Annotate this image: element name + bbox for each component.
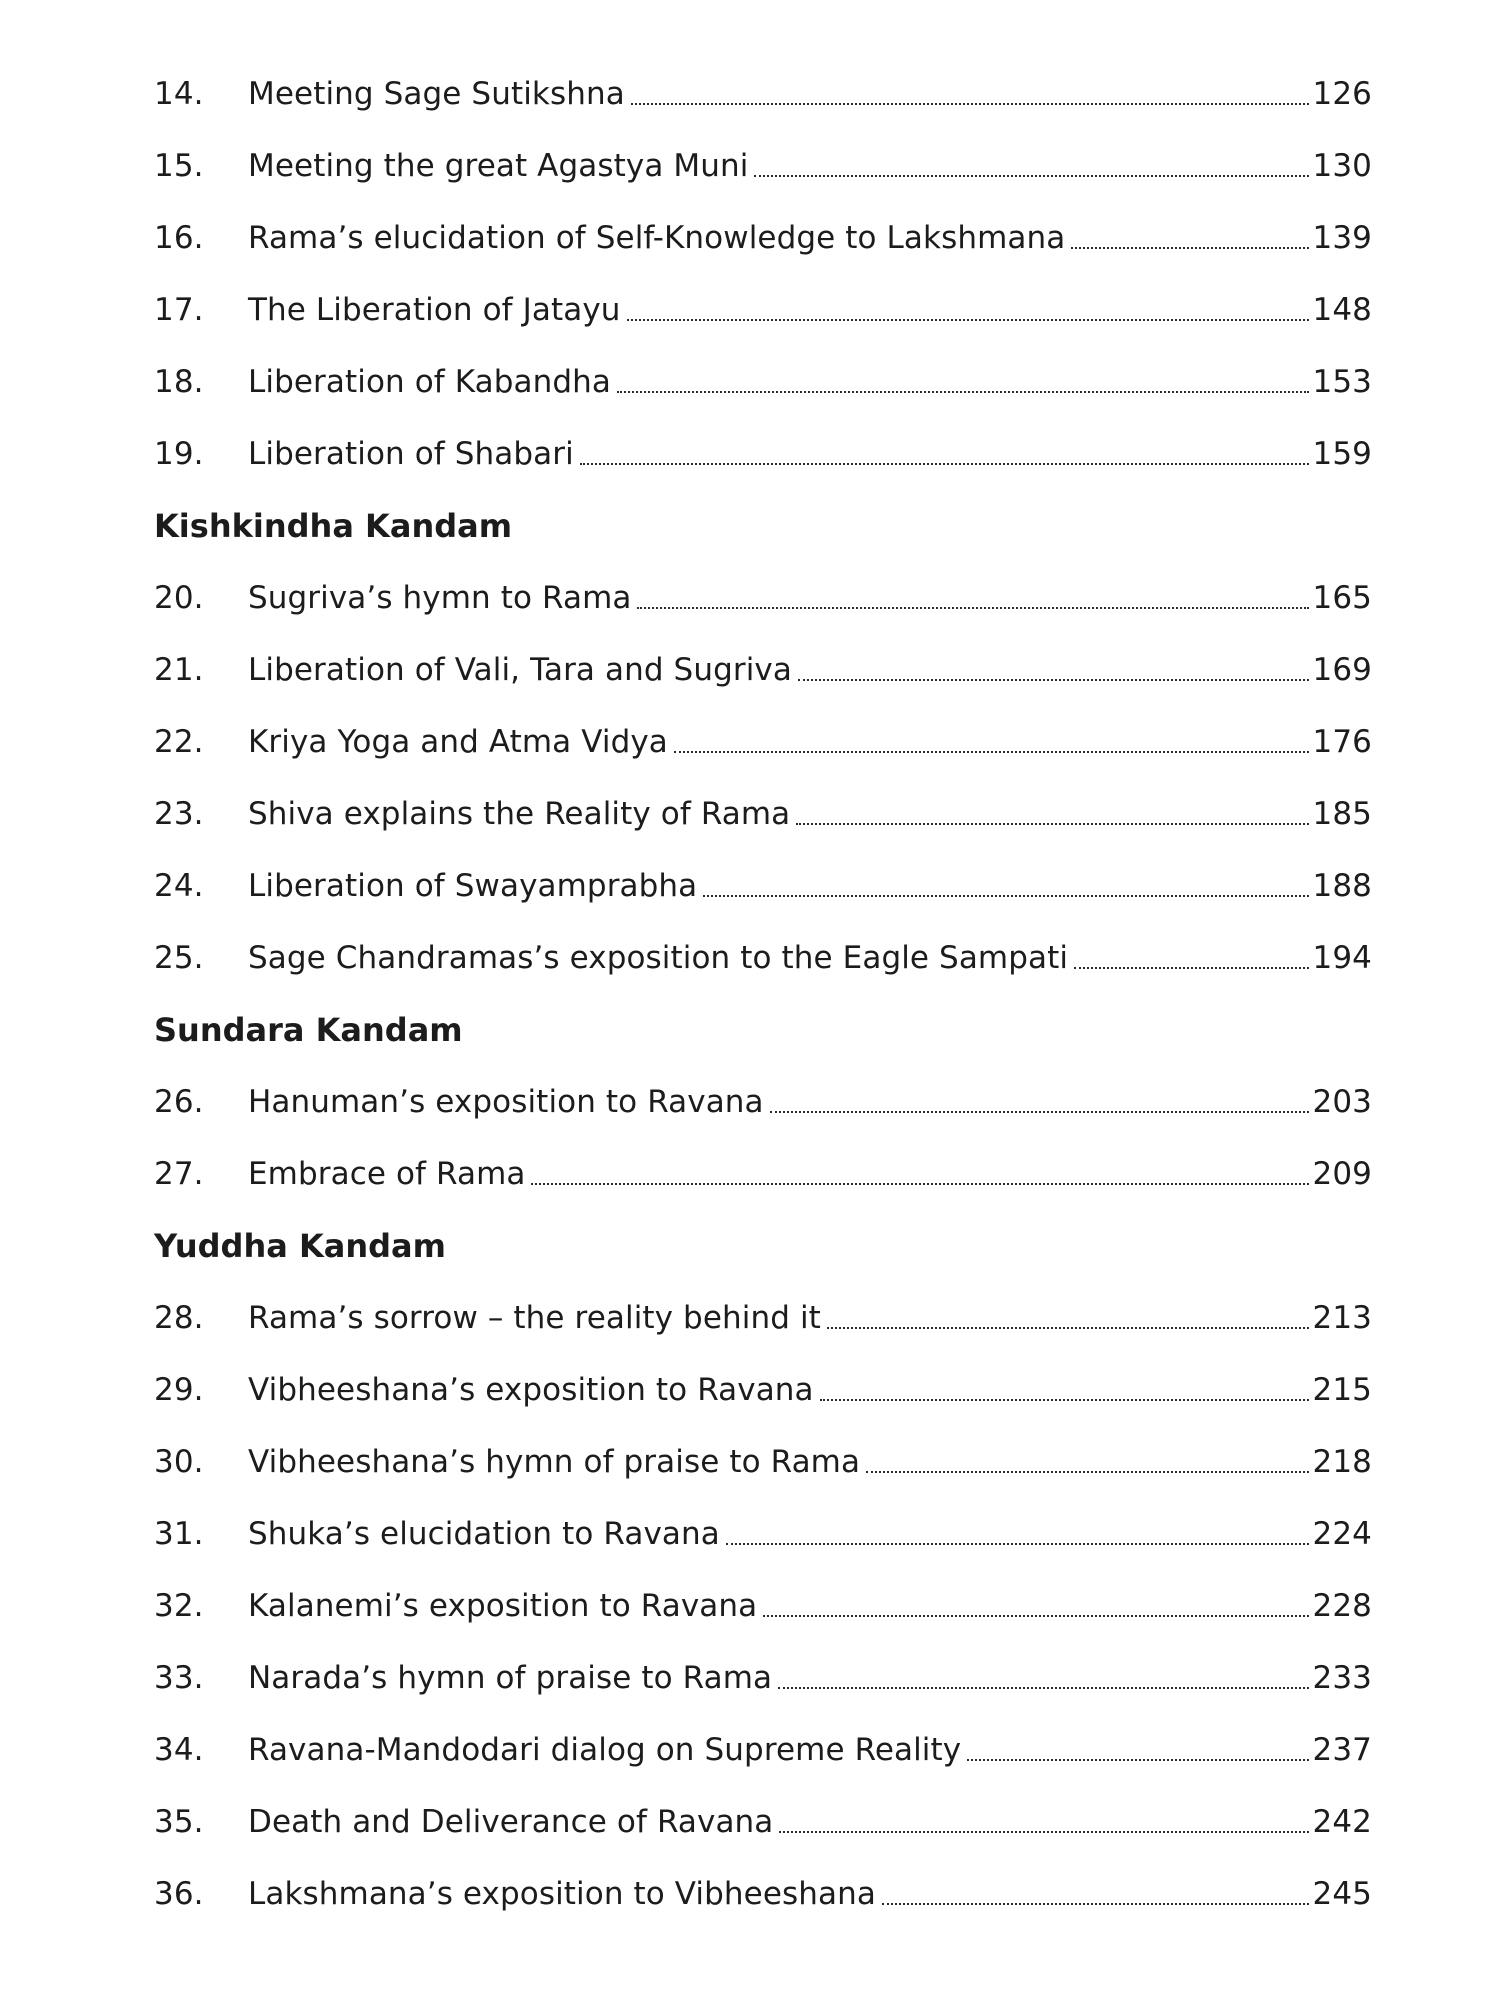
dot-leader	[882, 1903, 1309, 1905]
dot-leader	[827, 1327, 1309, 1329]
entry-title: Narada’s hymn of praise to Rama	[248, 1660, 773, 1696]
toc-entry[interactable]	[154, 706, 1372, 778]
entry-number: 22.	[154, 724, 204, 760]
dot-leader	[778, 1687, 1308, 1689]
toc-entry[interactable]	[154, 634, 1372, 706]
toc-entry[interactable]	[154, 562, 1372, 634]
entry-title: Liberation of Vali, Tara and Sugriva	[248, 652, 792, 688]
entry-number: 36.	[154, 1876, 204, 1912]
entry-page-number: 130	[1312, 148, 1372, 184]
section-heading-kishkindha: Kishkindha Kandam	[154, 507, 513, 545]
entry-page-number: 139	[1312, 220, 1372, 256]
dot-leader	[770, 1111, 1309, 1113]
toc-entry[interactable]	[154, 1786, 1372, 1858]
entry-title: Liberation of Kabandha	[248, 364, 611, 400]
dot-leader	[763, 1615, 1308, 1617]
dot-leader	[617, 391, 1309, 393]
toc-entry[interactable]	[154, 1138, 1372, 1210]
section-heading-sundara: Sundara Kandam	[154, 1011, 463, 1049]
toc-entry[interactable]	[154, 346, 1372, 418]
toc-entry[interactable]	[154, 1714, 1372, 1786]
dot-leader	[754, 175, 1308, 177]
entry-number: 16.	[154, 220, 204, 256]
entry-page-number: 176	[1312, 724, 1372, 760]
entry-page-number: 126	[1312, 76, 1372, 112]
entry-title: Meeting Sage Sutikshna	[248, 76, 625, 112]
section-heading-yuddha: Yuddha Kandam	[154, 1227, 446, 1265]
entry-title: Kalanemi’s exposition to Ravana	[248, 1588, 758, 1624]
dot-leader	[580, 463, 1309, 465]
toc-entry[interactable]	[154, 1426, 1372, 1498]
toc-entry[interactable]	[154, 1642, 1372, 1714]
entry-title: Sage Chandramas’s exposition to the Eagle Sampati	[248, 940, 1069, 976]
dot-leader	[703, 895, 1308, 897]
entry-number: 26.	[154, 1084, 204, 1120]
entry-page-number: 228	[1312, 1588, 1372, 1624]
toc-entry[interactable]	[154, 418, 1372, 490]
entry-page-number: 153	[1312, 364, 1372, 400]
entry-page-number: 194	[1312, 940, 1372, 976]
entry-number: 19.	[154, 436, 204, 472]
entry-page-number: 165	[1312, 580, 1372, 616]
entry-page-number: 237	[1312, 1732, 1372, 1768]
entry-page-number: 203	[1312, 1084, 1372, 1120]
entry-number: 25.	[154, 940, 204, 976]
entry-number: 33.	[154, 1660, 204, 1696]
toc-entry[interactable]	[154, 850, 1372, 922]
entry-number: 23.	[154, 796, 204, 832]
toc-entry[interactable]	[154, 1498, 1372, 1570]
entry-number: 20.	[154, 580, 204, 616]
entry-title: The Liberation of Jatayu	[248, 292, 621, 328]
entry-page-number: 159	[1312, 436, 1372, 472]
entry-title: Embrace of Rama	[248, 1156, 526, 1192]
toc-entry[interactable]	[154, 1354, 1372, 1426]
entry-title: Rama’s sorrow – the reality behind it	[248, 1300, 821, 1336]
entry-number: 31.	[154, 1516, 204, 1552]
entry-page-number: 213	[1312, 1300, 1372, 1336]
entry-number: 30.	[154, 1444, 204, 1480]
entry-title: Shuka’s elucidation to Ravana	[248, 1516, 720, 1552]
dot-leader	[796, 823, 1308, 825]
entry-title: Sugriva’s hymn to Rama	[248, 580, 632, 616]
dot-leader	[779, 1831, 1308, 1833]
dot-leader	[866, 1471, 1308, 1473]
toc-entry[interactable]	[154, 274, 1372, 346]
entry-title: Vibheeshana’s exposition to Ravana	[248, 1372, 814, 1408]
entry-page-number: 188	[1312, 868, 1372, 904]
entry-number: 29.	[154, 1372, 204, 1408]
entry-page-number: 209	[1312, 1156, 1372, 1192]
entry-title: Shiva explains the Reality of Rama	[248, 796, 791, 832]
dot-leader	[1071, 247, 1308, 249]
toc-entry[interactable]	[154, 58, 1372, 130]
entry-title: Hanuman’s exposition to Ravana	[248, 1084, 764, 1120]
dot-leader	[1074, 967, 1308, 969]
entry-page-number: 169	[1312, 652, 1372, 688]
entry-number: 28.	[154, 1300, 204, 1336]
entry-title: Rama’s elucidation of Self-Knowledge to Lakshmana	[248, 220, 1066, 256]
entry-number: 14.	[154, 76, 204, 112]
entry-number: 35.	[154, 1804, 204, 1840]
dot-leader	[798, 679, 1309, 681]
dot-leader	[631, 103, 1309, 105]
entry-page-number: 185	[1312, 796, 1372, 832]
entry-number: 27.	[154, 1156, 204, 1192]
entry-number: 15.	[154, 148, 204, 184]
entry-number: 18.	[154, 364, 204, 400]
entry-page-number: 215	[1312, 1372, 1372, 1408]
toc-entry[interactable]	[154, 1858, 1372, 1930]
entry-page-number: 242	[1312, 1804, 1372, 1840]
entry-number: 32.	[154, 1588, 204, 1624]
entry-title: Death and Deliverance of Ravana	[248, 1804, 774, 1840]
entry-number: 34.	[154, 1732, 204, 1768]
toc-entry[interactable]	[154, 1570, 1372, 1642]
dot-leader	[627, 319, 1309, 321]
entry-title: Liberation of Shabari	[248, 436, 574, 472]
entry-title: Liberation of Swayamprabha	[248, 868, 698, 904]
toc-entry[interactable]	[154, 922, 1372, 994]
toc-entry[interactable]	[154, 130, 1372, 202]
entry-title: Kriya Yoga and Atma Vidya	[248, 724, 668, 760]
entry-title: Lakshmana’s exposition to Vibheeshana	[248, 1876, 876, 1912]
toc-entry[interactable]	[154, 202, 1372, 274]
entry-page-number: 233	[1312, 1660, 1372, 1696]
toc-entry[interactable]	[154, 1282, 1372, 1354]
entry-title: Meeting the great Agastya Muni	[248, 148, 749, 184]
dot-leader	[967, 1759, 1308, 1761]
dot-leader	[531, 1183, 1308, 1185]
entry-number: 21.	[154, 652, 204, 688]
entry-number: 24.	[154, 868, 204, 904]
entry-page-number: 218	[1312, 1444, 1372, 1480]
entry-page-number: 224	[1312, 1516, 1372, 1552]
toc-entry[interactable]	[154, 778, 1372, 850]
entry-number: 17.	[154, 292, 204, 328]
entry-title: Vibheeshana’s hymn of praise to Rama	[248, 1444, 861, 1480]
entry-page-number: 148	[1312, 292, 1372, 328]
entry-title: Ravana-Mandodari dialog on Supreme Reality	[248, 1732, 962, 1768]
dot-leader	[674, 751, 1309, 753]
toc-entry[interactable]	[154, 1066, 1372, 1138]
dot-leader	[726, 1543, 1309, 1545]
dot-leader	[820, 1399, 1309, 1401]
dot-leader	[637, 607, 1308, 609]
entry-page-number: 245	[1312, 1876, 1372, 1912]
